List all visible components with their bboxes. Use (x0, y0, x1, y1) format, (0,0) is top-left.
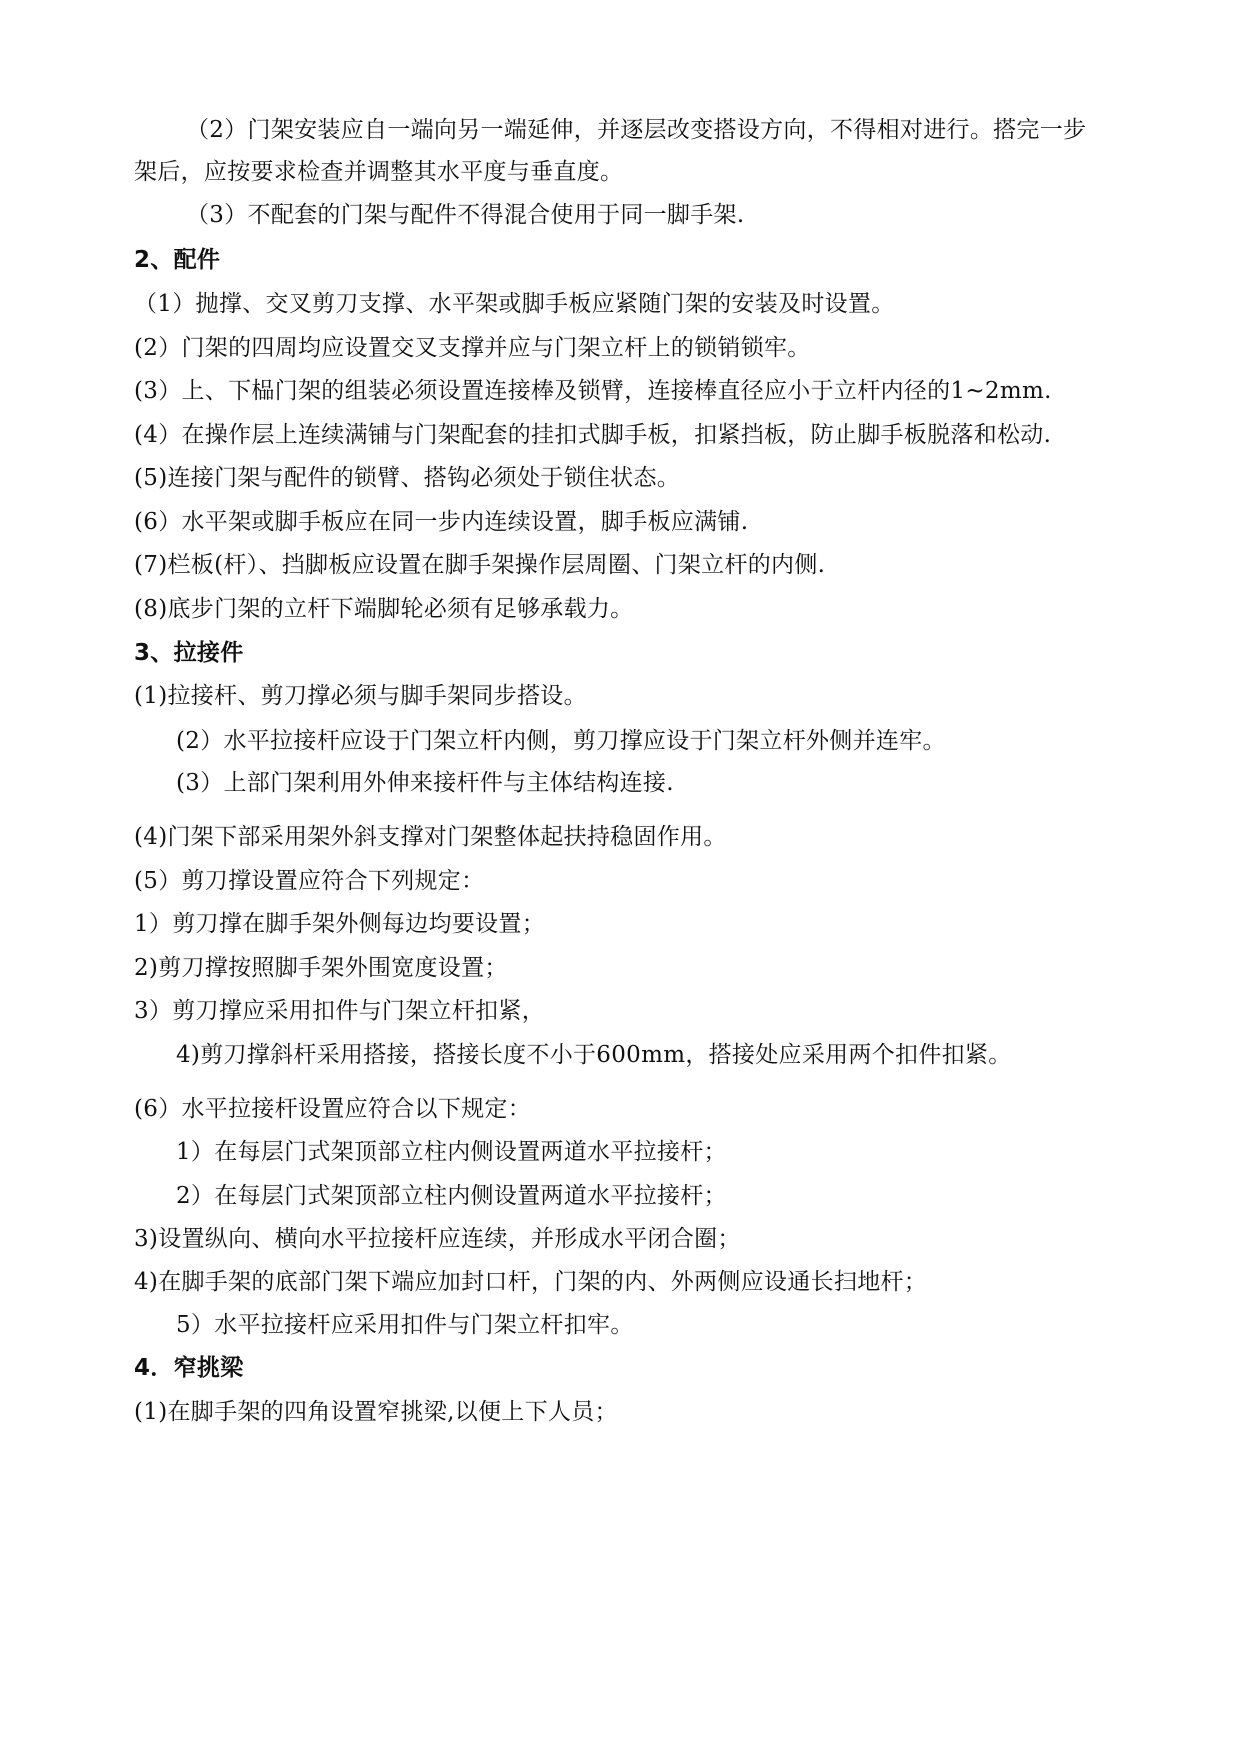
text-line: (1)拉接杆、剪刀撑必须与脚手架同步搭设。 (134, 683, 587, 709)
text-line: (3）上部门架利用外伸来接杆件与主体结构连接. (176, 770, 674, 796)
section-heading: 3、拉接件 (134, 640, 244, 666)
text-line: 1）在每层门式架顶部立柱内侧设置两道水平拉接杆； (176, 1139, 727, 1165)
text-line: (6）水平拉接杆设置应符合以下规定： (134, 1096, 532, 1122)
text-line: (6）水平架或脚手板应在同一步内连续设置，脚手板应满铺. (134, 509, 749, 535)
text-line: 3）剪刀撑应采用扣件与门架立杆扣紧， (134, 998, 546, 1024)
text-line: (8)底步门架的立杆下端脚轮必须有足够承载力。 (134, 596, 634, 622)
section-heading: 4．窄挑梁 (134, 1355, 244, 1381)
text-line: 架后，应按要求检查并调整其水平度与垂直度。 (134, 159, 624, 185)
text-line: (7)栏板(杆）、挡脚板应设置在脚手架操作层周圈、门架立杆的内侧. (134, 552, 826, 578)
text-line: (2）门架的四周均应设置交叉支撑并应与门架立杆上的锁销锁牢。 (134, 335, 811, 361)
text-line: （1）抛撑、交叉剪刀支撑、水平架或脚手板应紧随门架的安装及时设置。 (134, 291, 895, 317)
text-line: （2）门架安装应自一端向另一端延伸，并逐层改变搭设方向，不得相对进行。搭完一步 (186, 117, 1087, 143)
text-line: 3)设置纵向、横向水平拉接杆应连续，并形成水平闭合圈； (134, 1226, 741, 1252)
text-line: (1)在脚手架的四角设置窄挑梁,以便上下人员； (134, 1399, 618, 1425)
text-line: 2）在每层门式架顶部立柱内侧设置两道水平拉接杆； (176, 1183, 727, 1209)
text-line: (5）剪刀撑设置应符合下列规定： (134, 868, 485, 894)
text-line: 4)剪刀撑斜杆采用搭接，搭接长度不小于600mm，搭接处应采用两个扣件扣紧。 (176, 1042, 1012, 1068)
text-line: (5)连接门架与配件的锁臂、搭钩必须处于锁住状态。 (134, 465, 681, 491)
text-line: (2）水平拉接杆应设于门架立杆内侧，剪刀撑应设于门架立杆外侧并连牢。 (176, 728, 946, 754)
text-line: 2)剪刀撑按照脚手架外围宽度设置； (134, 955, 508, 981)
section-heading: 2、配件 (134, 247, 221, 273)
text-line: (4)门架下部采用架外斜支撑对门架整体起扶持稳固作用。 (134, 824, 727, 850)
text-line: 1）剪刀撑在脚手架外侧每边均要设置； (134, 911, 546, 937)
text-line: 5）水平拉接杆应采用扣件与门架立杆扣牢。 (176, 1312, 634, 1338)
text-line: (3）上、下榀门架的组装必须设置连接棒及锁臂，连接棒直径应小于立杆内径的1~2mm. (134, 378, 1052, 404)
text-line: （3）不配套的门架与配件不得混合使用于同一脚手架. (186, 202, 745, 228)
text-line: 4)在脚手架的底部门架下端应加封口杆，门架的内、外两侧应设通长扫地杆； (134, 1269, 928, 1295)
text-line: (4）在操作层上连续满铺与门架配套的挂扣式脚手板，扣紧挡板，防止脚手板脱落和松动. (134, 422, 1052, 448)
